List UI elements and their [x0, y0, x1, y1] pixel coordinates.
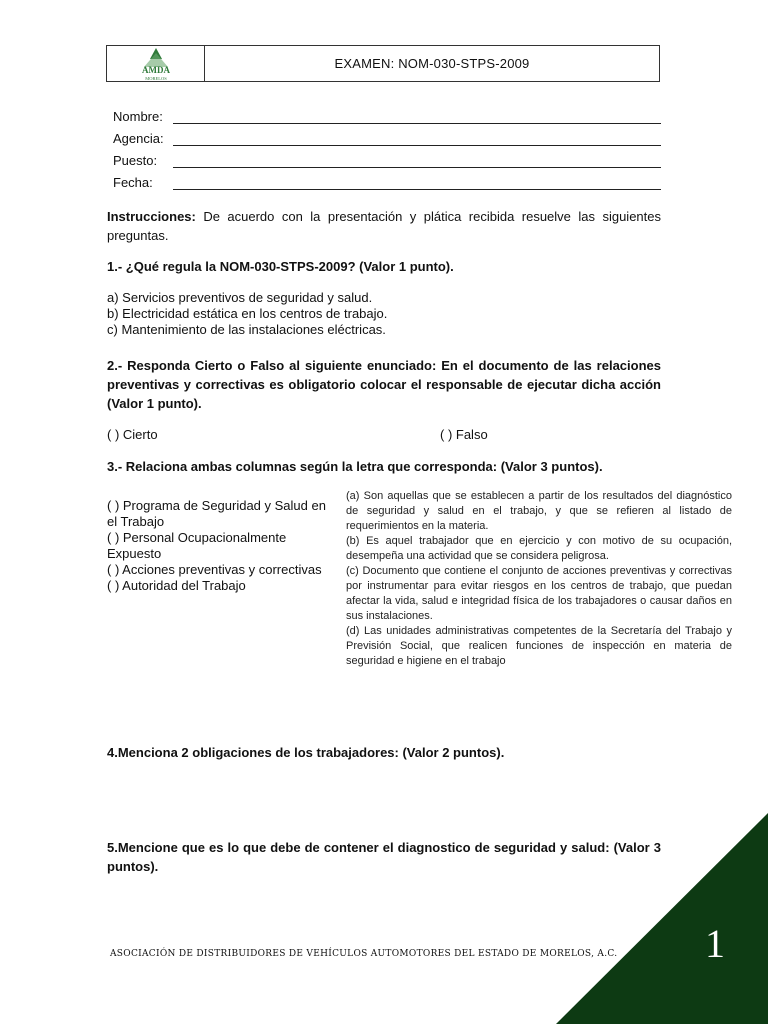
q3-right-item-c: (c) Documento que contiene el conjunto de acciones preventivas y correctivas por instrumentar para evitar riesgos en los centros de trabajo, que puedan afectar la vida, salud e integridad física de los trabajadores o causar daños en sus instalaciones. — [346, 565, 732, 622]
field-puesto — [113, 150, 661, 168]
q1-option-b: b) Electricidad estática en los centros de trabajo. — [107, 306, 388, 321]
instructions — [107, 207, 661, 245]
exam-title: EXAMEN: NOM-030-STPS-2009 — [334, 56, 530, 71]
q3-left-item-2: ( ) Personal Ocupacionalmente Expuesto — [107, 530, 287, 561]
header-box — [106, 45, 660, 82]
field-label-fecha: Fecha: — [113, 175, 153, 190]
q1-title: 1.- ¿Qué regula la NOM-030-STPS-2009? (Valor 1 punto). — [107, 259, 454, 274]
q4-title: 4.Menciona 2 obligaciones de los trabajadores: (Valor 2 puntos). — [107, 745, 505, 760]
corner-decoration — [556, 813, 768, 1024]
field-fecha — [113, 172, 661, 190]
q3-right-item-b: (b) Es aquel trabajador que en ejercicio y con motivo de su ocupación, desempeña una actividad que se considera peligrosa. — [346, 535, 732, 562]
q2-option-cierto: ( ) Cierto — [107, 427, 158, 442]
field-label-puesto: Puesto: — [113, 153, 158, 168]
q3-right-item-a: (a) Son aquellas que se establecen a partir de los resultados del diagnóstico de seguridad y salud en el trabajo, y que se refieren al listado de requerimientos en la materia. — [346, 490, 732, 532]
field-line-fecha[interactable] — [173, 175, 661, 190]
q3-right-item-d: (d) Las unidades administrativas competentes de la Secretaría del Trabajo y Previsión Social, que realicen funciones de inspección en materia de seguridad e higiene en el trabajo — [346, 625, 732, 667]
q2-title: 2.- Responda Cierto o Falso al siguiente enunciado: En el documento de las relaciones preventivas y correctivas es obligatorio colocar el responsable de ejecutar dicha acción (Valor 1 punto). — [107, 358, 661, 411]
q1-option-c: c) Mantenimiento de las instalaciones eléctricas. — [107, 322, 386, 337]
q1-option-a: a) Servicios preventivos de seguridad y salud. — [107, 290, 373, 305]
q3-left-item-4: ( ) Autoridad del Trabajo — [107, 578, 246, 593]
instructions-label: Instrucciones: — [107, 209, 196, 224]
footer-text: ASOCIACIÓN DE DISTRIBUIDORES DE VEHÍCULOS AUTOMOTORES DEL ESTADO DE MORELOS, A.C. — [110, 949, 618, 959]
field-agencia — [113, 128, 661, 146]
q3-right-column — [346, 489, 732, 669]
q3-left-item-3: ( ) Acciones preventivas y correctivas — [107, 562, 322, 577]
field-line-agencia[interactable] — [173, 131, 661, 146]
logo-subtext: MORELOS — [144, 75, 167, 81]
field-label-nombre: Nombre: — [113, 109, 163, 124]
field-nombre — [113, 106, 661, 124]
field-label-agencia: Agencia: — [113, 131, 164, 146]
q2-option-falso: ( ) Falso — [440, 427, 488, 442]
q3-left-column — [107, 498, 327, 594]
q5-title: 5.Mencione que es lo que debe de contener el diagnostico de seguridad y salud: (Valor 3 puntos). — [107, 840, 661, 874]
logo — [107, 46, 205, 81]
instructions-text: De acuerdo con la presentación y plática recibida resuelve las siguientes preguntas. — [107, 209, 661, 243]
field-line-nombre[interactable] — [173, 109, 661, 124]
q3-left-item-1: ( ) Programa de Seguridad y Salud en el Trabajo — [107, 498, 326, 529]
logo-text: AMDA — [141, 64, 170, 75]
q3-title: 3.- Relaciona ambas columnas según la letra que corresponda: (Valor 3 puntos). — [107, 459, 603, 474]
amda-logo-icon — [136, 47, 176, 81]
page-number: 1 — [705, 921, 725, 966]
field-line-puesto[interactable] — [173, 153, 661, 168]
